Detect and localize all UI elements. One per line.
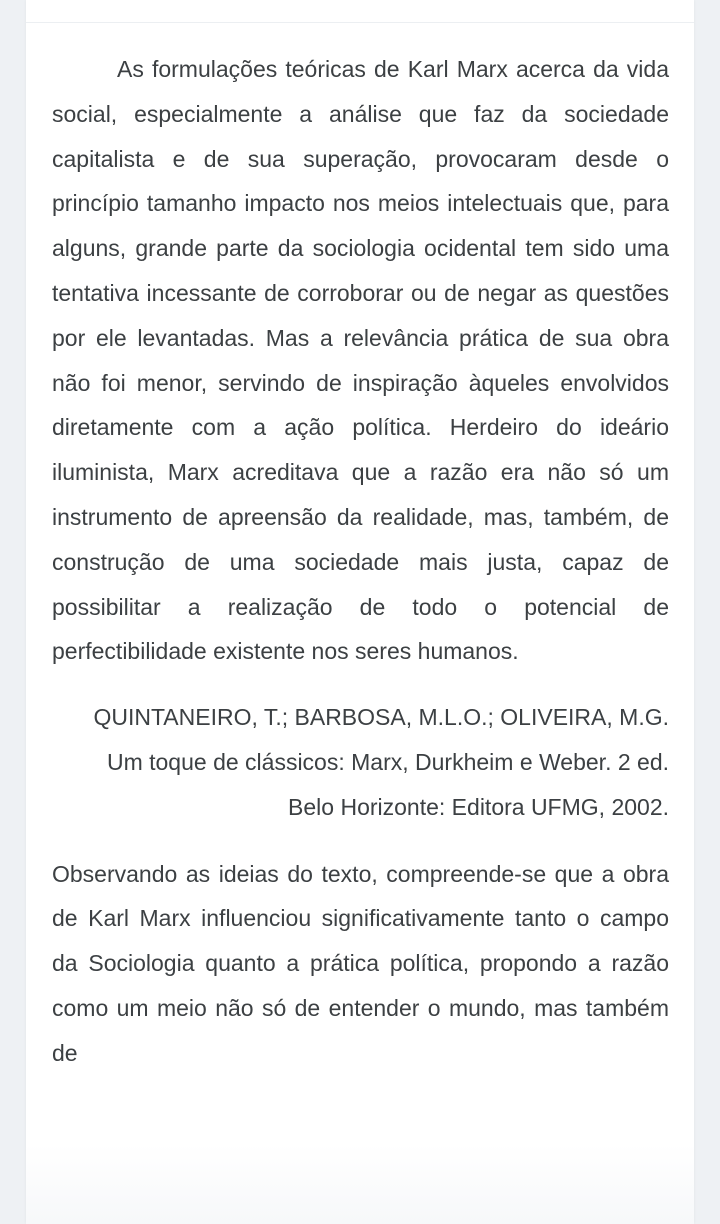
citation	[52, 695, 669, 829]
citation-publisher: Belo Horizonte: Editora UFMG, 2002.	[288, 793, 669, 820]
bottom-fade	[26, 1144, 694, 1224]
passage-text: As formulações teóricas de Karl Marx acerca da vida social, especialmente a análise que faz da sociedade capitalista e de sua superação, provocaram desde o princípio tamanho impacto nos meios intelectuais que, para alguns, grande parte da sociologia ocidental tem sido uma tentativa incessante de corroborar ou de negar as questões por ele levantadas. Mas a relevância prática de sua obra não foi menor, servindo de inspiração àqueles envolvidos diretamente com a ação política. Herdeiro do ideário iluminista, Marx acreditava que a razão era não só um instrumento de apreensão da realidade, mas, também, de construção de uma sociedade mais justa, capaz de possibilitar a realização de todo o potencial de perfectibilidade existente nos seres humanos.	[52, 56, 669, 665]
citation-title: Um toque de clássicos: Marx, Durkheim e Weber. 2 ed.	[106, 748, 669, 775]
citation-authors: QUINTANEIRO, T.; BARBOSA, M.L.O.; OLIVEIRA, M.G.	[93, 704, 669, 731]
question-content	[52, 47, 669, 1076]
top-divider	[26, 22, 694, 23]
question-card	[26, 0, 694, 1224]
question-prompt: Observando as ideias do texto, compreende-se que a obra de Karl Marx influenciou significativamente tanto o campo da Sociologia quanto a prática política, propondo a razão como um meio não só de entender o mundo, mas também de	[52, 860, 669, 1066]
